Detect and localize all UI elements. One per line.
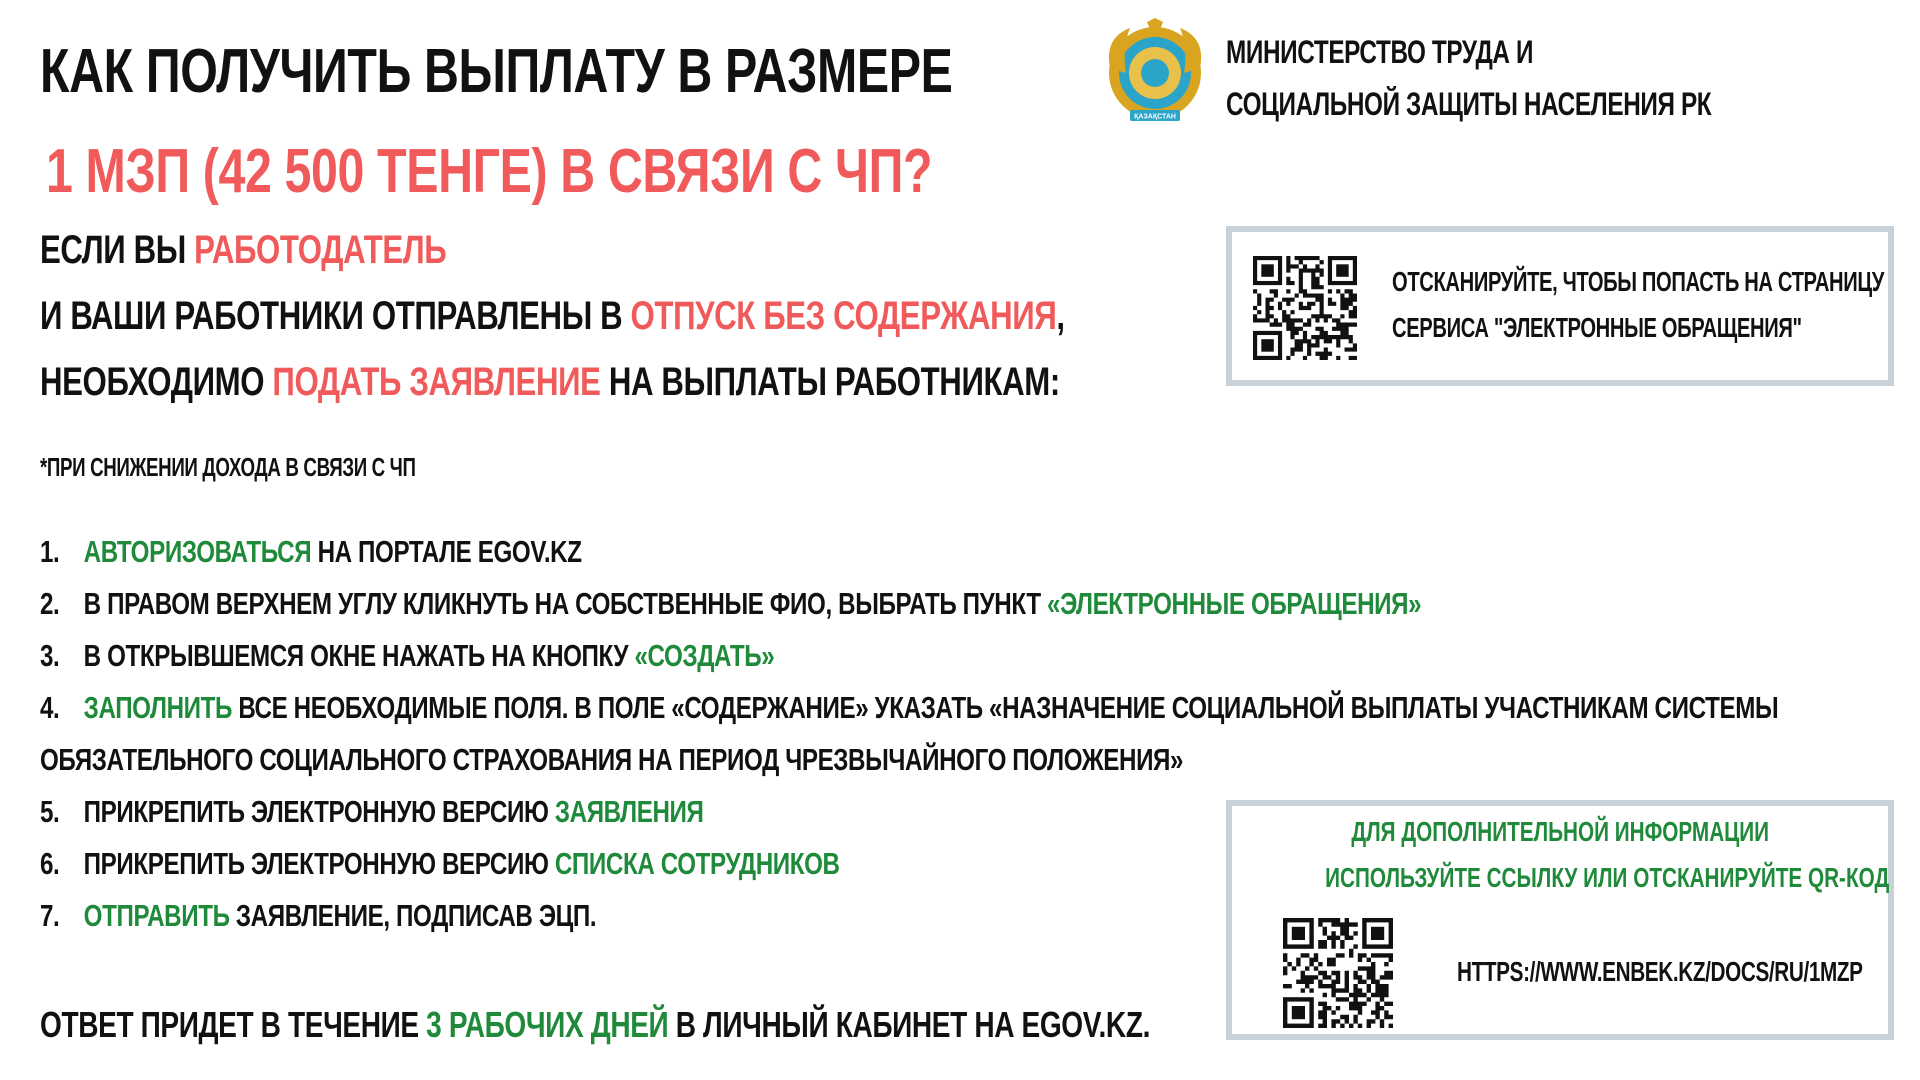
- step-4: [40, 690, 1778, 726]
- step-highlight: «СОЗДАТЬ»: [634, 638, 775, 673]
- info-text-line-2: [1226, 862, 1894, 894]
- footnote: *ПРИ СНИЖЕНИИ ДОХОДА В СВЯЗИ С ЧП: [40, 452, 416, 482]
- intro-text: НЕОБХОДИМО: [40, 360, 273, 404]
- intro-highlight-unpaid-leave: ОТПУСК БЕЗ СОДЕРЖАНИЯ: [630, 294, 1057, 338]
- step-text: ВСЕ НЕОБХОДИМЫЕ ПОЛЯ. В ПОЛЕ «СОДЕРЖАНИЕ» УКАЗАТЬ «НАЗНАЧЕНИЕ СОЦИАЛЬНОЙ ВЫПЛАТЫ УЧАСТНИКАМ СИСТЕМЫ: [232, 690, 1779, 725]
- step-6: [40, 846, 840, 882]
- intro-text: ,: [1056, 294, 1065, 338]
- intro-text: И ВАШИ РАБОТНИКИ ОТПРАВЛЕНЫ В: [40, 294, 631, 338]
- answer-highlight: 3 РАБОЧИХ ДНЕЙ: [426, 1004, 669, 1045]
- step-2: [40, 586, 1421, 622]
- step-1: [40, 534, 582, 570]
- info-text-line-1: [1226, 816, 1894, 848]
- step-text: НА ПОРТАЛЕ EGOV.KZ: [311, 534, 582, 569]
- info-link[interactable]: HTTPS://WWW.ENBEK.KZ/DOCS/RU/1MZP: [1457, 956, 1863, 987]
- ministry-name-line-2: СОЦИАЛЬНОЙ ЗАЩИТЫ НАСЕЛЕНИЯ РК: [1226, 86, 1712, 122]
- step-highlight: АВТОРИЗОВАТЬСЯ: [83, 534, 312, 569]
- page-title: КАК ПОЛУЧИТЬ ВЫПЛАТУ В РАЗМЕРЕ: [40, 37, 953, 106]
- scan-text-line-2: СЕРВИСА "ЭЛЕКТРОННЫЕ ОБРАЩЕНИЯ": [1392, 312, 1802, 343]
- step-number: 2.: [40, 586, 60, 621]
- intro-text: НА ВЫПЛАТЫ РАБОТНИКАМ:: [600, 360, 1060, 404]
- step-3: [40, 638, 774, 674]
- step-number: 5.: [40, 794, 60, 829]
- info-text: ИСПОЛЬЗУЙТЕ ССЫЛКУ ИЛИ ОТСКАНИРУЙТЕ QR-КОД: [1325, 862, 1890, 893]
- scan-text-line-1: ОТСКАНИРУЙТЕ, ЧТОБЫ ПОПАСТЬ НА СТРАНИЦУ: [1392, 266, 1884, 297]
- step-text: В ОТКРЫВШЕМСЯ ОКНЕ НАЖАТЬ НА КНОПКУ: [83, 638, 635, 673]
- step-number: 4.: [40, 690, 60, 725]
- page-subtitle: 1 МЗП (42 500 ТЕНГЕ) В СВЯЗИ С ЧП?: [46, 137, 933, 206]
- step-text: В ПРАВОМ ВЕРХНЕМ УГЛУ КЛИКНУТЬ НА СОБСТВЕННЫЕ ФИО, ВЫБРАТЬ ПУНКТ: [83, 586, 1048, 621]
- step-text: ЗАЯВЛЕНИЕ, ПОДПИСАВ ЭЦП.: [229, 898, 597, 933]
- intro-line-1: [40, 228, 446, 273]
- step-number: 1.: [40, 534, 60, 569]
- step-number: 3.: [40, 638, 60, 673]
- answer-text: В ЛИЧНЫЙ КАБИНЕТ НА EGOV.KZ.: [668, 1004, 1151, 1045]
- intro-line-2: [40, 294, 1065, 339]
- step-number: 6.: [40, 846, 60, 881]
- state-emblem-icon: [1102, 18, 1208, 128]
- step-text: ПРИКРЕПИТЬ ЭЛЕКТРОННУЮ ВЕРСИЮ: [83, 794, 555, 829]
- step-highlight: ЗАПОЛНИТЬ: [83, 690, 233, 725]
- intro-highlight-employer: РАБОТОДАТЕЛЬ: [194, 228, 447, 272]
- svg-text:ҚАЗАҚСТАН: ҚАЗАҚСТАН: [1134, 113, 1176, 121]
- step-4-continuation: [40, 742, 1183, 778]
- step-highlight: ОТПРАВИТЬ: [83, 898, 230, 933]
- intro-text: ЕСЛИ ВЫ: [40, 228, 195, 272]
- step-highlight: ЗАЯВЛЕНИЯ: [554, 794, 704, 829]
- answer-text: ОТВЕТ ПРИДЕТ В ТЕЧЕНИЕ: [40, 1004, 427, 1045]
- qr-code-icon[interactable]: [1283, 918, 1393, 1028]
- step-text: ПРИКРЕПИТЬ ЭЛЕКТРОННУЮ ВЕРСИЮ: [83, 846, 555, 881]
- step-number: 7.: [40, 898, 60, 933]
- info-text: ДЛЯ ДОПОЛНИТЕЛЬНОЙ ИНФОРМАЦИИ: [1351, 816, 1769, 847]
- qr-code-icon[interactable]: [1253, 256, 1357, 360]
- answer-note: [40, 1004, 1150, 1046]
- step-text: ОБЯЗАТЕЛЬНОГО СОЦИАЛЬНОГО СТРАХОВАНИЯ НА ПЕРИОД ЧРЕЗВЫЧАЙНОГО ПОЛОЖЕНИЯ»: [40, 742, 1184, 777]
- intro-line-3: [40, 360, 1060, 405]
- step-7: [40, 898, 596, 934]
- ministry-name-line-1: МИНИСТЕРСТВО ТРУДА И: [1226, 34, 1534, 70]
- step-highlight: СПИСКА СОТРУДНИКОВ: [554, 846, 840, 881]
- intro-highlight-apply: ПОДАТЬ ЗАЯВЛЕНИЕ: [272, 360, 601, 404]
- step-5: [40, 794, 704, 830]
- step-highlight: «ЭЛЕКТРОННЫЕ ОБРАЩЕНИЯ»: [1047, 586, 1422, 621]
